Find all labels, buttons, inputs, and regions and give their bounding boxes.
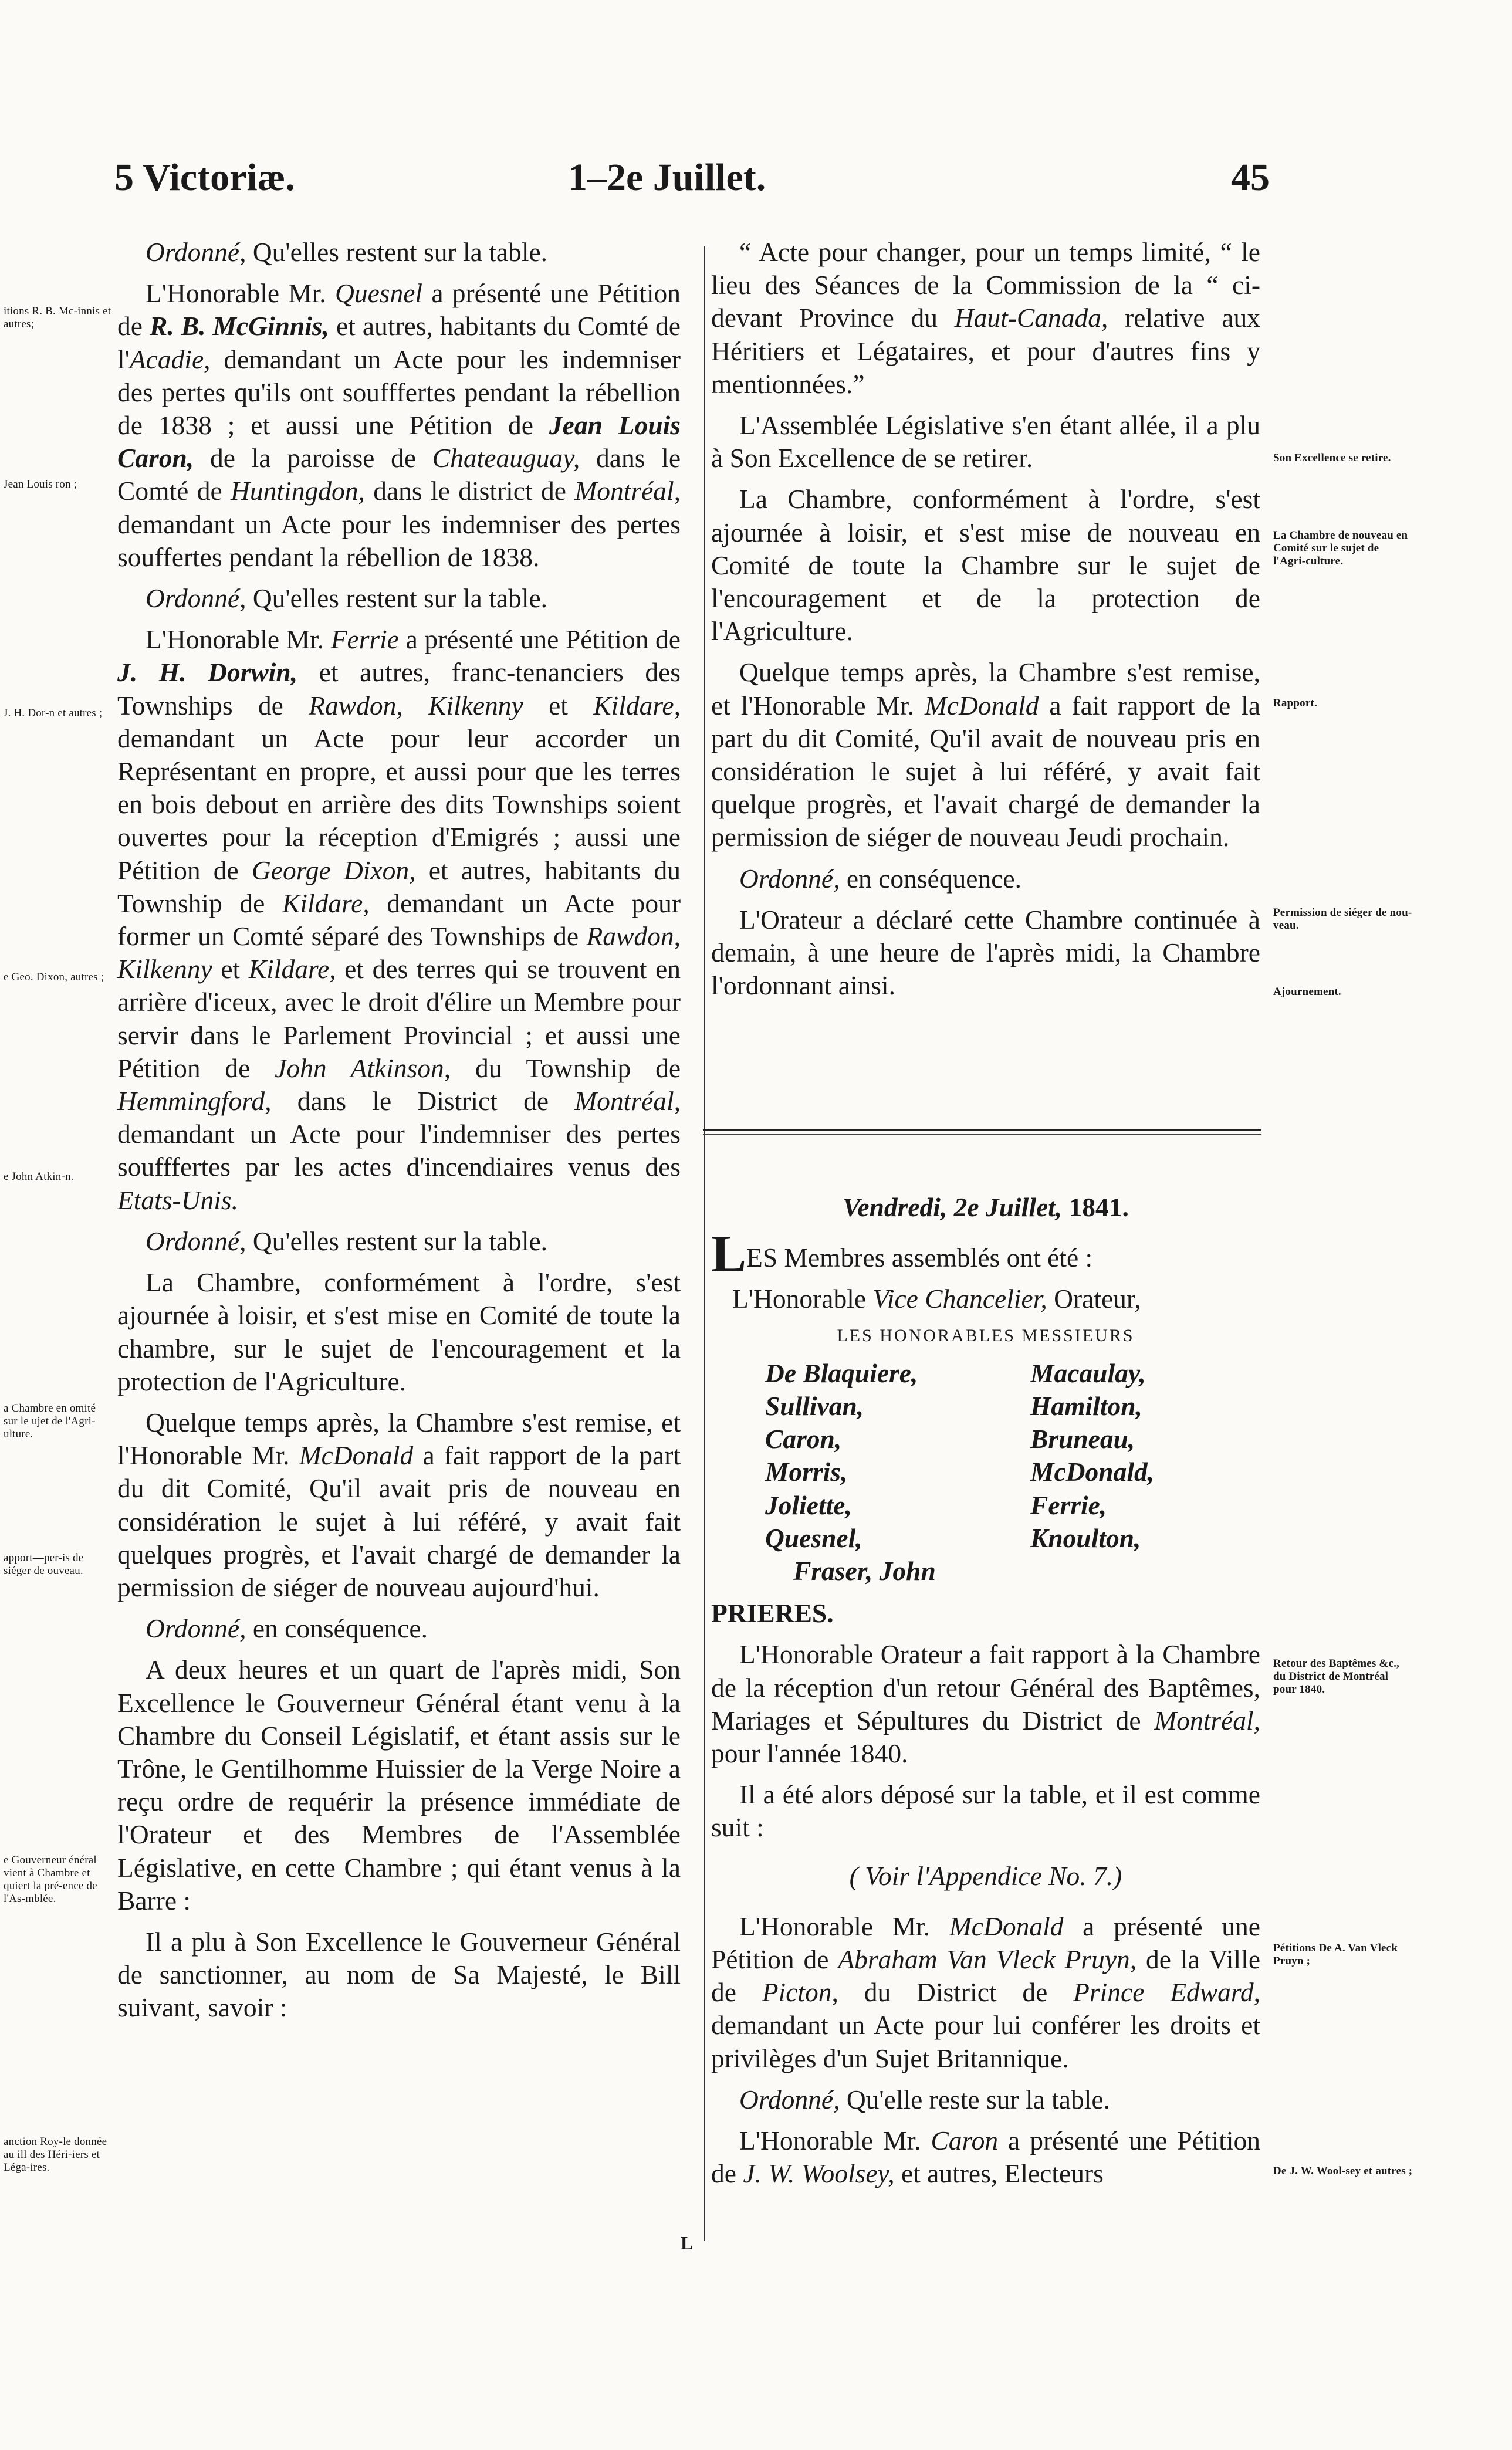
messieurs-heading: LES HONORABLES MESSIEURS (837, 1325, 1135, 1345)
order-paragraph: Ordonné, Qu'elles restent sur la table. (146, 1226, 548, 1256)
appendix-reference: ( Voir l'Appendice No. 7.) (849, 1860, 1122, 1891)
return-paragraph: L'Honorable Orateur a fait rapport à la Chambre de la réception d'un retour Général des Baptêmes, Mariages et Sépultures du District de Montréal, pour l'année 1840. (711, 1639, 1261, 1769)
adjournment-paragraph: L'Orateur a déclaré cette Chambre continuée à demain, à une heure de l'après midi, la Chambre l'ordonnant ainsi. (711, 904, 1260, 1001)
governor-paragraph: A deux heures et un quart de l'après midi, Son Excellence le Gouverneur Général étant venu à la Chambre du Conseil Législatif, et étant assis sur le Trône, le Gentilhomme Huissier de la Verge Noire a reçu ordre de requérir la présence immédiate de l'Orateur et des Membres de l'Assemblée Législative, en cette Chambre ; qui étant venus à la Barre : (117, 1654, 681, 1916)
sanction-paragraph: Il a plu à Son Excellence le Gouverneur Général de sanctionner, au nom de Sa Majesté, le Bill suivant, savoir : (117, 1926, 681, 2023)
petition-paragraph: L'Honorable Mr. Quesnel a présenté une Pétition de R. B. McGinnis, et autres, habitants du Comté de l'Acadie, demandant un Acte pour les indemniser des pertes qu'ils ont soufffertes pendant la rébellion de 1838 ; et aussi une Pétition de Jean Louis Caron, de la paroisse de Chateauguay, dans le Comté de Huntingdon, dans le district de Montréal, demandant un Acte pour les indemniser des pertes souffertes pendant la rébellion de 1838. (117, 278, 681, 572)
page-number: 45 (1231, 156, 1270, 199)
margin-note-left: apport—per-is de siéger de ouveau. (4, 1552, 84, 1577)
margin-note-right: Retour des Baptêmes &c., du District de Montréal pour 1840. (1273, 1657, 1399, 1696)
margin-note-left: e Geo. Dixon, autres ; (4, 971, 104, 983)
column-divider (704, 246, 706, 2241)
running-head-left: 5 Victoriæ. (114, 156, 295, 199)
report-paragraph: Quelque temps après, la Chambre s'est remise, et l'Honorable Mr. McDonald a fait rapport de la part du dit Comité, Qu'il avait de nouveau pris en considération le sujet à lui référé, y avait fait quelque progrès, et l'avait chargé de demander la permission de siéger de nouveau Jeudi prochain. (711, 657, 1261, 852)
prayers-heading: PRIERES. (711, 1598, 834, 1629)
margin-note-left: Jean Louis ron ; (4, 478, 77, 490)
petition-paragraph: L'Honorable Mr. McDonald a présenté une Pétition de Abraham Van Vleck Pruyn, de la Ville de Picton, du District de Prince Edward, demandant un Acte pour lui conférer les droits et privilèges d'un Sujet Britannique. (711, 1911, 1261, 2073)
margin-note-left: a Chambre en omité sur le ujet de l'Agri-ulture. (4, 1402, 96, 1440)
margin-note-left: e John Atkin-n. (4, 1170, 74, 1183)
sitting-date: Vendredi, 2e Juillet, 1841. (843, 1192, 1129, 1222)
order-paragraph: Ordonné, Qu'elles restent sur la table. (146, 583, 548, 614)
signature-mark: L (681, 2232, 694, 2253)
order-paragraph: Ordonné, Qu'elles restent sur la table. (146, 237, 548, 267)
committee-paragraph: La Chambre, conformément à l'ordre, s'est ajournée à loisir, et s'est mise de nouveau en Comité de toute la Chambre sur le sujet de l'encouragement et de la protection de l'Agriculture. (711, 484, 1260, 647)
left-column (117, 236, 681, 2033)
deposit-paragraph: Il a été alors déposé sur la table, et il est comme suit : (711, 1779, 1260, 1843)
members-line: LES Membres assemblés ont été : (711, 1225, 1093, 1284)
margin-note-left: J. H. Dor-n et autres ; (4, 707, 103, 719)
petition-paragraph: L'Honorable Mr. Caron a présenté une Pétition de J. W. Woolsey, et autres, Electeurs (711, 2126, 1260, 2189)
order-paragraph: Ordonné, Qu'elle reste sur la table. (739, 2084, 1110, 2114)
speaker-line: L'Honorable Vice Chancelier, Orateur, (732, 1284, 1141, 1314)
section-rule (703, 1129, 1261, 1131)
order-paragraph: Ordonné, en conséquence. (146, 1613, 428, 1644)
members-list-right: Macaulay, Hamilton, Bruneau, McDonald, Ferrie, Knoulton, (1030, 1358, 1155, 1553)
members-list-left: De Blaquiere, Sullivan, Caron, Morris, Joliette, Quesnel, Fraser, John (765, 1358, 936, 1586)
report-paragraph: Quelque temps après, la Chambre s'est remise, et l'Honorable Mr. McDonald a fait rapport de la part du dit Comité, Qu'il avait pris de nouveau en considération le sujet à lui référé, y avait fait quelques progrès, et l'avait chargé de demander la permission de siéger de nouveau aujourd'hui. (117, 1407, 681, 1602)
bill-title: “ Acte pour changer, pour un temps limité, “ le lieu des Séances de la Commission de la “ ci-devant Province du Haut-Canada, relative aux Héritiers et Légataires, et pour d'autres fins y mentionnées.” (711, 237, 1260, 399)
margin-note-right: De J. W. Wool-sey et autres ; (1273, 2165, 1413, 2177)
committee-paragraph: La Chambre, conformément à l'ordre, s'est ajournée à loisir, et s'est mise en Comité de toute la chambre, sur le sujet de l'encouragement et la protection de l'Agriculture. (117, 1267, 681, 1396)
members-list (765, 1357, 1260, 1588)
right-column-sitting (711, 1191, 1260, 2198)
margin-note-right: La Chambre de nouveau en Comité sur le sujet de l'Agri-culture. (1273, 529, 1408, 567)
margin-note-right: Ajournement. (1273, 986, 1341, 998)
margin-note-left: e Gouverneur énéral vient à Chambre et quiert la pré-ence de l'As-mblée. (4, 1854, 97, 1905)
margin-note-left: anction Roy-le donnée au ill des Héri-iers et Léga-ires. (4, 2136, 107, 2174)
petition-paragraph: L'Honorable Mr. Ferrie a présenté une Pétition de J. H. Dorwin, et autres, franc-tenanciers des Townships de Rawdon, Kilkenny et Kildare, demandant un Acte pour leur accorder un Représentant en propre, et aussi pour que les terres en bois debout en arrière des dits Townships soient ouvertes pour la réception d'Emigrés ; aussi une Pétition de George Dixon, et autres, habitants du Township de Kildare, demandant un Acte pour former un Comté séparé des Townships de Rawdon, Kilkenny et Kildare, et des terres qui se trouvent en arrière d'iceux, avec le droit d'élire un Membre pour servir dans le Parlement Provincial ; et aussi une Pétition de John Atkinson, du Township de Hemmingford, dans le District de Montréal, demandant un Acte pour l'indemniser des pertes soufffertes par les actes d'incendiaires venus des Etats-Unis. (117, 624, 681, 1215)
margin-note-right: Pétitions De A. Van Vleck Pruyn ; (1273, 1942, 1398, 1967)
right-column (711, 236, 1260, 1010)
margin-note-left: itions R. B. Mc-innis et autres; (4, 305, 111, 330)
margin-note-right: Son Excellence se retire. (1273, 452, 1391, 464)
assembly-paragraph: L'Assemblée Législative s'en étant allée, il a plu à Son Excellence de se retirer. (711, 410, 1260, 473)
margin-note-right: Permission de siéger de nou-veau. (1273, 906, 1412, 932)
margin-note-right: Rapport. (1273, 697, 1317, 709)
order-paragraph: Ordonné, en conséquence. (739, 863, 1021, 894)
running-head-center: 1–2e Juillet. (568, 156, 766, 199)
section-rule (703, 1134, 1261, 1135)
